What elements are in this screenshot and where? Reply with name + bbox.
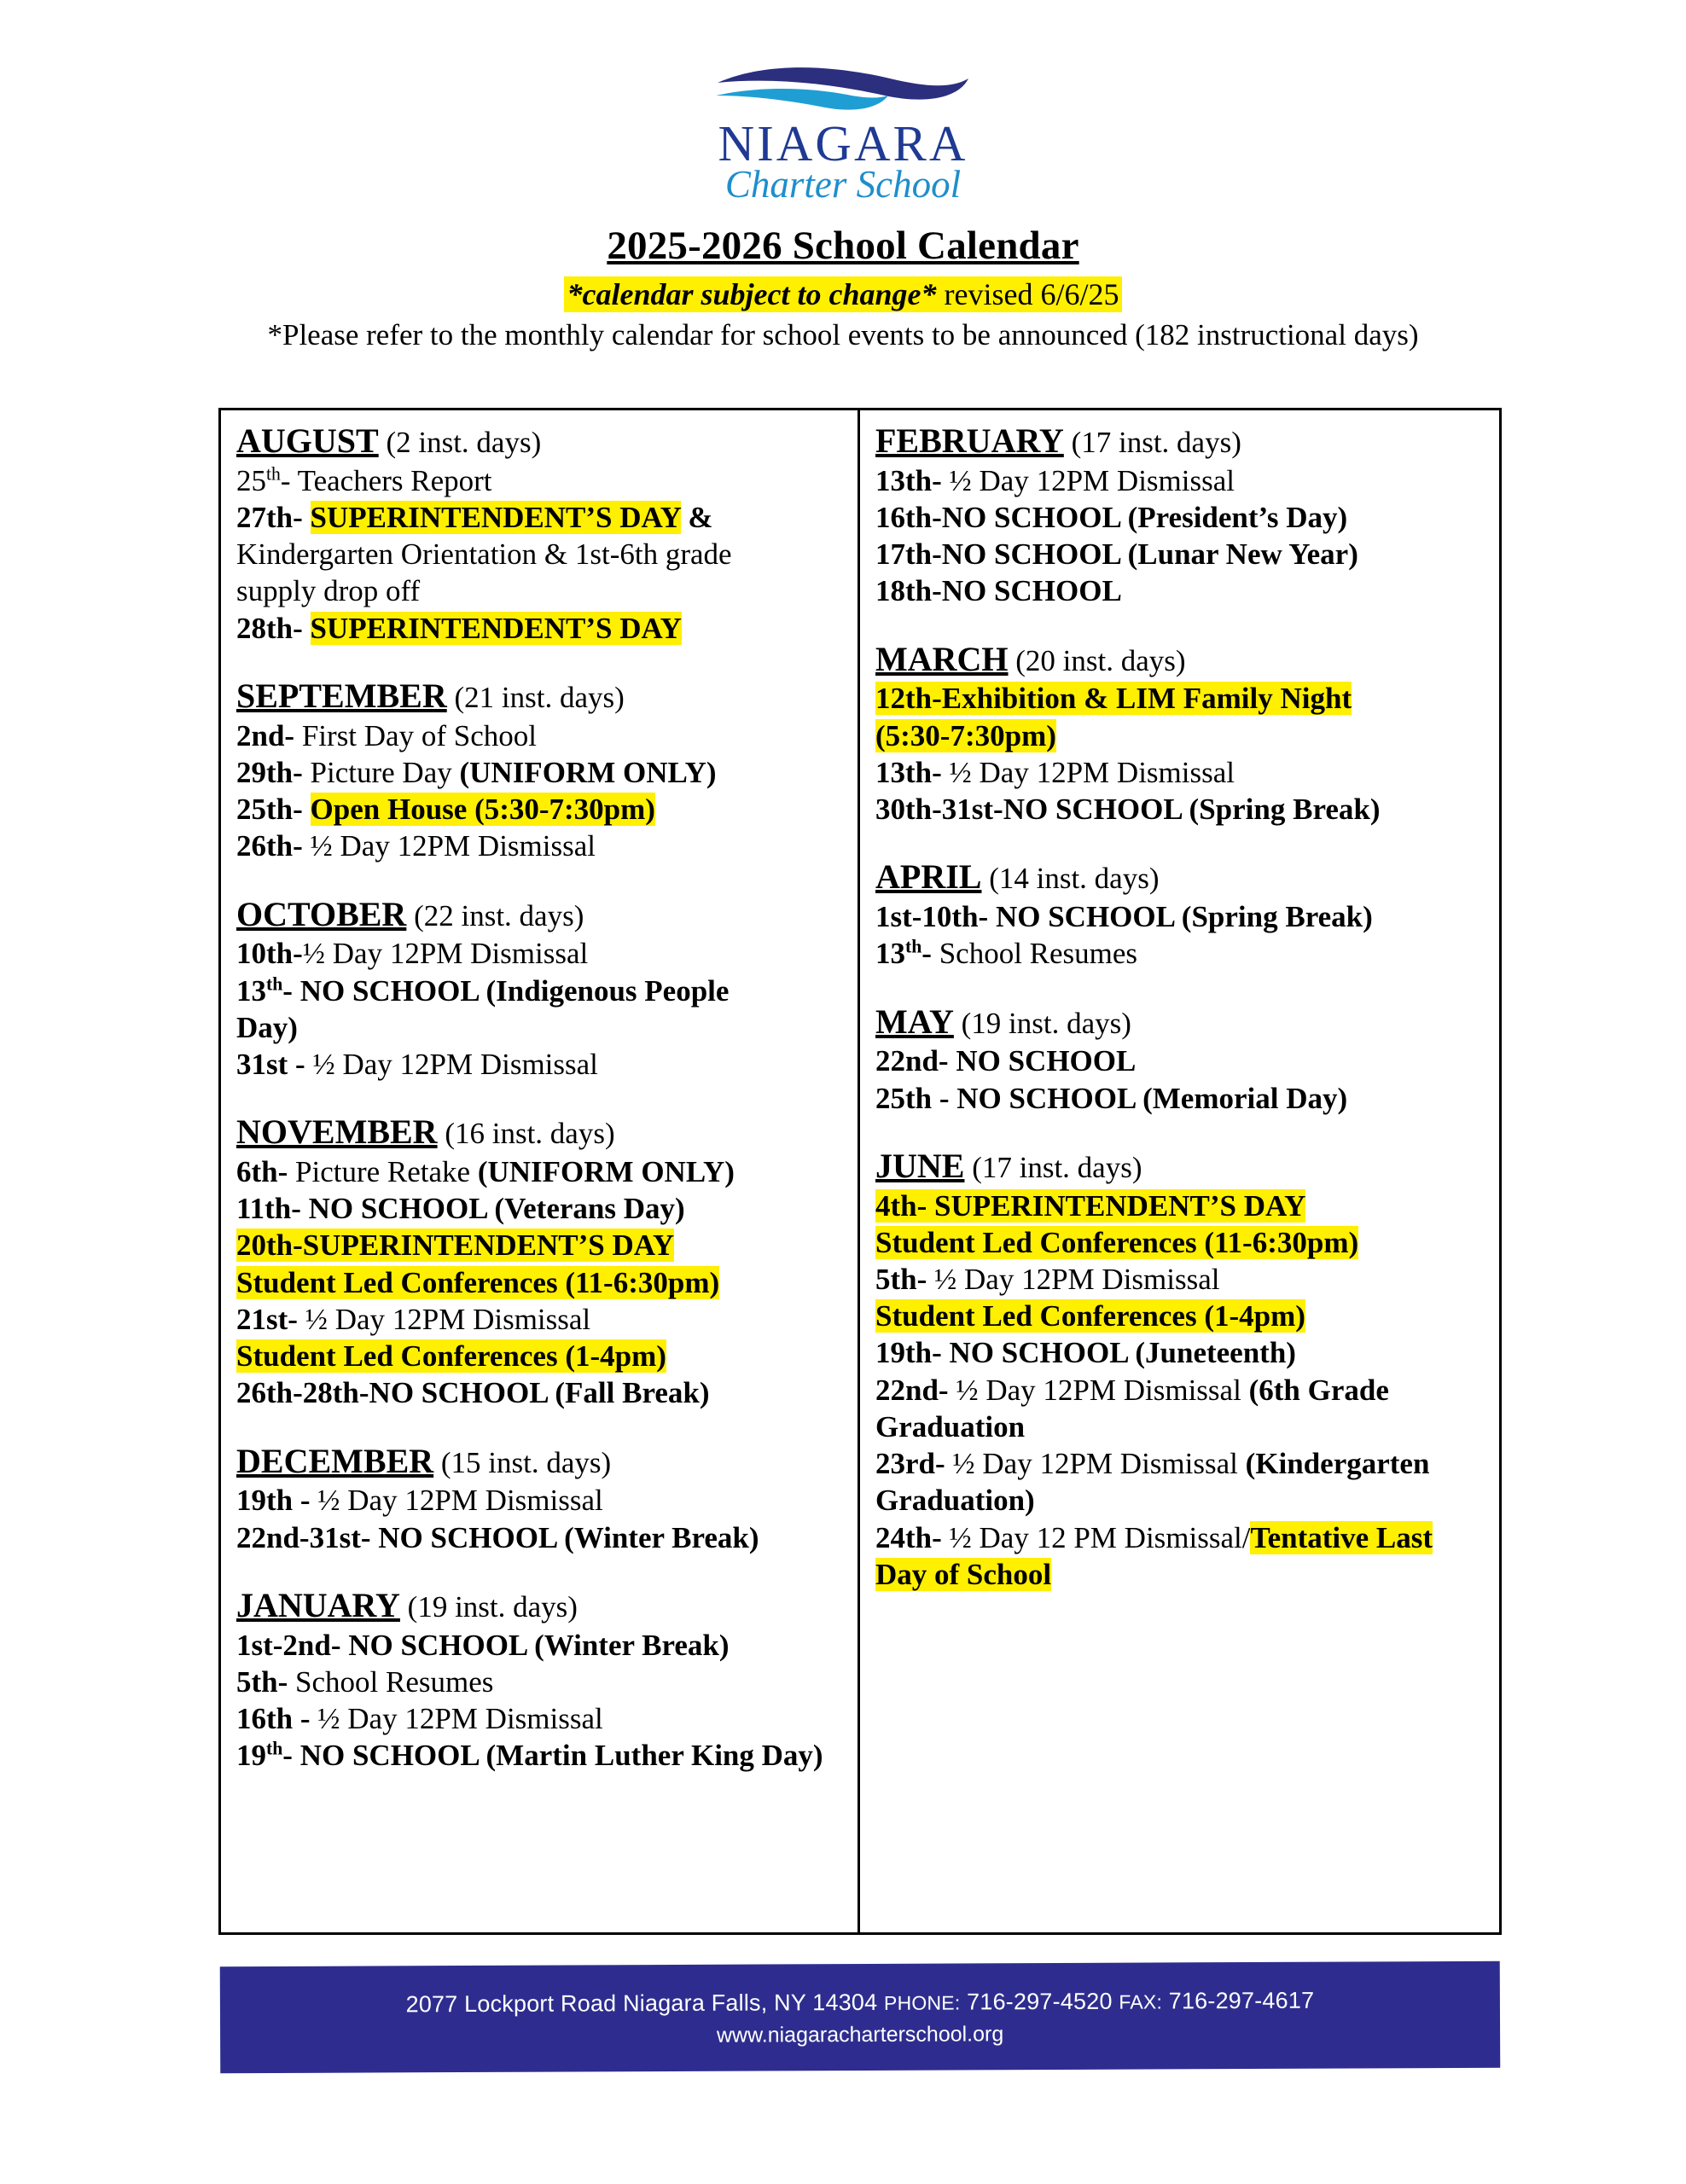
- footer-contact-line: [220, 1961, 1500, 2019]
- month-block: [875, 639, 1487, 828]
- calendar-event-line: 22nd- NO SCHOOL: [875, 1044, 1137, 1078]
- instructional-days-note: *Please refer to the monthly calendar for school events to be announced (182 instructional days): [267, 318, 1419, 352]
- month-block: [875, 1002, 1487, 1117]
- month-block: [236, 1112, 846, 1411]
- calendar-column-right: [860, 410, 1499, 1932]
- calendar-event-line: 13th- NO SCHOOL (Indigenous People: [236, 973, 730, 1008]
- calendar-event-line: 31st - ½ Day 12PM Dismissal: [236, 1048, 598, 1082]
- month-instructional-days: (14 inst. days): [981, 862, 1160, 896]
- footer-fax-label: FAX:: [1119, 1990, 1163, 2013]
- footer-phone: 716-297-4520: [960, 1988, 1119, 2015]
- calendar-event-line: supply drop off: [236, 574, 421, 608]
- footer-banner: [220, 1961, 1501, 2074]
- month-heading: [236, 421, 846, 462]
- month-instructional-days: (19 inst. days): [399, 1589, 578, 1623]
- footer-phone-label: PHONE:: [883, 1991, 961, 2014]
- month-name: JUNE: [875, 1146, 965, 1185]
- calendar-event-line: Day): [236, 1010, 298, 1044]
- calendar-event-line: Graduation: [875, 1409, 1026, 1443]
- calendar-event-line: Day of School: [875, 1557, 1052, 1591]
- month-heading: [236, 1585, 846, 1627]
- month-block: [875, 857, 1487, 972]
- month-instructional-days: (16 inst. days): [437, 1117, 615, 1151]
- calendar-event-line: 12th-Exhibition & LIM Family Night: [875, 682, 1352, 716]
- month-block: [875, 1146, 1487, 1593]
- calendar-event-line: 30th-31st-NO SCHOOL (Spring Break): [875, 793, 1381, 827]
- header-block: [0, 223, 1686, 352]
- calendar-event-line: 28th- SUPERINTENDENT’S DAY: [236, 611, 682, 645]
- month-name: NOVEMBER: [236, 1112, 438, 1152]
- calendar-event-line: 22nd- ½ Day 12PM Dismissal (6th Grade: [875, 1373, 1389, 1407]
- revision-note: [0, 276, 1686, 312]
- month-instructional-days: (19 inst. days): [953, 1006, 1131, 1040]
- calendar-event-line: 11th- NO SCHOOL (Veterans Day): [236, 1192, 685, 1226]
- month-name: SEPTEMBER: [236, 676, 447, 715]
- logo-tagline: Charter School: [724, 163, 962, 206]
- calendar-event-line: 19th- NO SCHOOL (Martin Luther King Day): [236, 1738, 823, 1773]
- calendar-event-line: Kindergarten Orientation & 1st-6th grade: [236, 537, 732, 572]
- calendar-event-line: 18th-NO SCHOOL: [875, 574, 1122, 608]
- month-name: MARCH: [875, 639, 1009, 678]
- footer-website[interactable]: www.niagaracharterschool.org: [716, 2022, 1004, 2048]
- wave-swoosh-icon: [711, 63, 975, 116]
- calendar-event-line: 6th- Picture Retake (UNIFORM ONLY): [236, 1155, 735, 1189]
- month-heading: [875, 639, 1487, 681]
- month-block: [236, 1585, 846, 1774]
- month-instructional-days: (17 inst. days): [964, 1150, 1142, 1184]
- month-heading: [236, 894, 846, 936]
- footer-fax: 716-297-4617: [1161, 1987, 1315, 2014]
- month-instructional-days: (15 inst. days): [433, 1445, 612, 1479]
- calendar-event-line: 26th-28th-NO SCHOOL (Fall Break): [236, 1376, 710, 1410]
- month-name: APRIL: [875, 857, 982, 897]
- calendar-event-line: Student Led Conferences (1-4pm): [236, 1339, 666, 1374]
- calendar-event-line: 22nd-31st- NO SCHOOL (Winter Break): [236, 1520, 759, 1554]
- calendar-event-line: Student Led Conferences (11-6:30pm): [875, 1225, 1359, 1259]
- month-block: [875, 421, 1487, 610]
- month-instructional-days: (20 inst. days): [1008, 643, 1186, 677]
- month-heading: [875, 857, 1487, 898]
- month-heading: [875, 1002, 1487, 1043]
- calendar-event-line: 13th- ½ Day 12PM Dismissal: [875, 463, 1235, 497]
- logo-wordmark: NIAGARA: [718, 115, 968, 171]
- calendar-event-line: 25th- Open House (5:30-7:30pm): [236, 793, 655, 827]
- month-name: MAY: [875, 1002, 954, 1041]
- calendar-event-line: 4th- SUPERINTENDENT’S DAY: [875, 1188, 1306, 1223]
- calendar-event-line: Student Led Conferences (11-6:30pm): [236, 1265, 720, 1299]
- calendar-column-left: [221, 410, 860, 1932]
- calendar-event-line: 16th-NO SCHOOL (President’s Day): [875, 501, 1348, 535]
- calendar-event-line: 17th-NO SCHOOL (Lunar New Year): [875, 537, 1358, 572]
- calendar-event-line: 29th- Picture Day (UNIFORM ONLY): [236, 755, 717, 789]
- calendar-event-line: 2nd- First Day of School: [236, 718, 537, 752]
- month-instructional-days: (21 inst. days): [446, 680, 625, 714]
- month-name: FEBRUARY: [875, 421, 1064, 460]
- month-block: [236, 676, 846, 865]
- calendar-table: [218, 408, 1502, 1935]
- calendar-event-line: 25th - NO SCHOOL (Memorial Day): [875, 1081, 1348, 1115]
- calendar-event-line: 1st-2nd- NO SCHOOL (Winter Break): [236, 1628, 730, 1662]
- month-name: JANUARY: [236, 1585, 400, 1624]
- month-instructional-days: (17 inst. days): [1063, 426, 1241, 459]
- subject-to-change-text: *calendar subject to change*: [567, 277, 937, 312]
- calendar-event-line: 13th- School Resumes: [875, 936, 1138, 971]
- calendar-event-line: Graduation): [875, 1484, 1035, 1518]
- calendar-event-line: 24th- ½ Day 12 PM Dismissal/Tentative Last: [875, 1520, 1433, 1554]
- calendar-event-line: 25th- Teachers Report: [236, 463, 492, 497]
- calendar-event-line: 23rd- ½ Day 12PM Dismissal (Kindergarten: [875, 1447, 1430, 1481]
- calendar-event-line: 27th- SUPERINTENDENT’S DAY &: [236, 501, 713, 535]
- month-name: AUGUST: [236, 421, 379, 460]
- month-block: [236, 1441, 846, 1556]
- calendar-event-line: 16th - ½ Day 12PM Dismissal: [236, 1702, 603, 1736]
- month-heading: [236, 676, 846, 717]
- page-title: 2025-2026 School Calendar: [607, 224, 1079, 269]
- month-name: OCTOBER: [236, 894, 407, 933]
- calendar-event-line: 21st- ½ Day 12PM Dismissal: [236, 1302, 591, 1336]
- calendar-event-line: 26th- ½ Day 12PM Dismissal: [236, 829, 596, 863]
- month-block: [236, 421, 846, 647]
- calendar-event-line: 20th-SUPERINTENDENT’S DAY: [236, 1228, 675, 1263]
- calendar-event-line: (5:30-7:30pm): [875, 718, 1056, 752]
- revised-date-text: revised 6/6/25: [936, 277, 1119, 312]
- month-heading: [236, 1441, 846, 1483]
- month-heading: [875, 421, 1487, 462]
- month-heading: [875, 1146, 1487, 1188]
- footer-address: 2077 Lockport Road Niagara Falls, NY 14304: [405, 1989, 885, 2018]
- calendar-event-line: 5th- School Resumes: [236, 1664, 494, 1699]
- calendar-event-line: 1st-10th- NO SCHOOL (Spring Break): [875, 900, 1373, 934]
- calendar-event-line: Student Led Conferences (1-4pm): [875, 1299, 1305, 1333]
- month-instructional-days: (2 inst. days): [378, 426, 542, 459]
- month-instructional-days: (22 inst. days): [406, 898, 584, 932]
- month-name: DECEMBER: [236, 1441, 434, 1480]
- school-logo: [0, 0, 1686, 204]
- month-block: [236, 894, 846, 1083]
- calendar-event-line: 5th- ½ Day 12PM Dismissal: [875, 1263, 1220, 1297]
- calendar-event-line: 19th - ½ Day 12PM Dismissal: [236, 1484, 603, 1518]
- month-heading: [236, 1112, 846, 1153]
- calendar-event-line: 19th- NO SCHOOL (Juneteenth): [875, 1336, 1296, 1370]
- calendar-event-line: 13th- ½ Day 12PM Dismissal: [875, 755, 1235, 789]
- calendar-event-line: 10th-½ Day 12PM Dismissal: [236, 937, 589, 971]
